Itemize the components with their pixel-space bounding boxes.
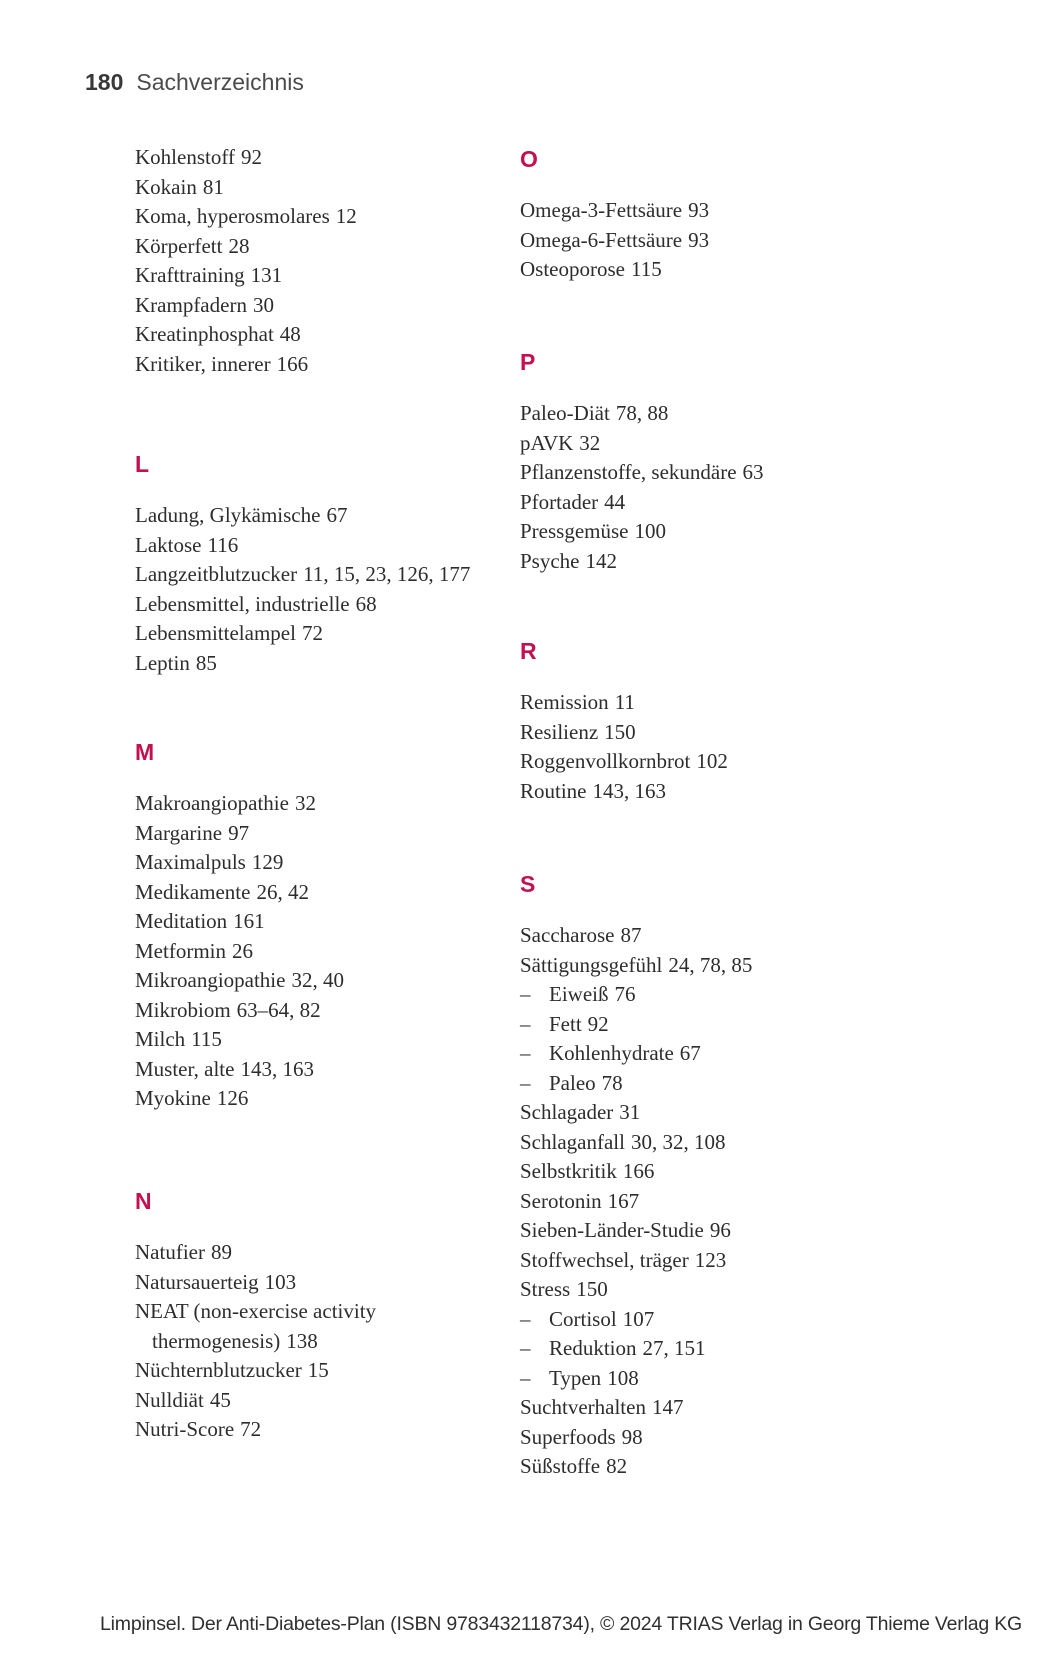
index-section-k — [135, 143, 357, 379]
index-entry — [135, 966, 344, 996]
index-entry — [520, 1216, 752, 1246]
entry-pages: 116 — [207, 532, 239, 557]
index-entry — [520, 747, 728, 777]
index-entry — [520, 1187, 752, 1217]
index-entry — [520, 688, 728, 718]
index-entry — [135, 1238, 484, 1268]
entry-pages: 166 — [276, 351, 309, 376]
page-title: Sachverzeichnis — [136, 69, 304, 95]
index-entry — [135, 501, 470, 531]
entry-term: Mikroangiopathie — [135, 968, 286, 992]
index-entry-list-s — [520, 921, 752, 1482]
index-entry — [135, 350, 357, 380]
entry-pages: 26, 42 — [256, 879, 309, 904]
entry-term: Makroangiopathie — [135, 791, 289, 815]
subentry-dash: – — [520, 1041, 531, 1065]
entry-pages: 85 — [195, 650, 217, 675]
entry-pages: 72 — [240, 1417, 262, 1441]
index-entry — [520, 1246, 752, 1276]
page-header — [85, 69, 304, 95]
index-entry — [135, 996, 344, 1026]
entry-pages: 31 — [619, 1100, 641, 1124]
index-entry-list-l — [135, 501, 470, 678]
entry-pages: 131 — [250, 263, 283, 287]
entry-term: Saccharose — [520, 923, 615, 947]
index-entry — [135, 173, 357, 203]
entry-term: Stoffwechsel, träger — [520, 1247, 689, 1272]
entry-term: pAVK — [520, 430, 574, 455]
entry-pages: 147 — [651, 1395, 684, 1419]
entry-pages: 32, 40 — [291, 968, 344, 992]
entry-term: Nüchternblutzucker — [135, 1358, 302, 1382]
entry-pages: 166 — [622, 1159, 655, 1183]
index-subentry — [520, 1364, 752, 1394]
entry-term: Psyche — [520, 548, 580, 573]
index-entry — [520, 951, 752, 981]
index-entry — [135, 232, 357, 262]
entry-term: Nutri-Score — [135, 1417, 235, 1441]
entry-term: Paleo-Diät — [520, 401, 610, 425]
entry-term: Maximalpuls — [135, 850, 246, 874]
entry-pages: 11, 15, 23, 126, 177 — [303, 562, 471, 586]
entry-pages: 107 — [622, 1306, 655, 1331]
entry-term: Mikrobiom — [135, 997, 231, 1022]
entry-term: Superfoods — [520, 1424, 616, 1449]
entry-term: Sättigungsgefühl — [520, 952, 663, 977]
entry-term: Kokain — [135, 174, 197, 199]
index-entry — [135, 619, 470, 649]
entry-term: Typen — [549, 1365, 602, 1390]
entry-pages: 97 — [228, 820, 250, 845]
subentry-dash: – — [520, 1306, 531, 1331]
index-entry — [520, 1452, 752, 1482]
index-entry — [135, 1386, 484, 1416]
subentry-dash: – — [520, 1336, 531, 1360]
index-entry — [135, 1297, 484, 1356]
index-entry — [135, 907, 344, 937]
entry-pages: 82 — [606, 1454, 628, 1478]
entry-term: Kohlenhydrate — [549, 1041, 674, 1065]
entry-term: Lebensmittel, industrielle — [135, 591, 350, 616]
entry-term: Langzeitblutzucker — [135, 562, 298, 586]
entry-term: Cortisol — [549, 1306, 617, 1331]
entry-pages: 63–64, 82 — [236, 997, 321, 1022]
entry-term: Metformin — [135, 938, 226, 963]
entry-term: Süßstoffe — [520, 1454, 601, 1478]
index-subentry — [520, 1305, 752, 1335]
entry-pages: 30, 32, 108 — [630, 1129, 726, 1154]
entry-term: Omega-3-Fettsäure — [520, 198, 683, 222]
index-entry — [135, 261, 357, 291]
entry-pages: 81 — [202, 174, 224, 199]
entry-term: Osteoporose — [520, 257, 625, 281]
index-entry — [135, 143, 357, 173]
section-letter-s: S — [520, 871, 536, 897]
index-section-s — [520, 871, 752, 1482]
entry-term: Stress — [520, 1277, 571, 1301]
index-entry — [520, 1393, 752, 1423]
entry-term: Nulldiät — [135, 1387, 204, 1412]
entry-pages: 44 — [604, 489, 626, 514]
index-entry — [520, 921, 752, 951]
entry-pages: 102 — [696, 749, 728, 773]
index-entry — [520, 429, 764, 459]
index-entry — [135, 1268, 484, 1298]
subentry-dash: – — [520, 1011, 531, 1036]
entry-term: Margarine — [135, 820, 223, 845]
index-subentry — [520, 1334, 752, 1364]
entry-pages: 67 — [326, 503, 348, 527]
entry-pages: 103 — [264, 1269, 297, 1294]
entry-term: Natursauerteig — [135, 1269, 259, 1294]
entry-pages: 24, 78, 85 — [668, 952, 753, 977]
page-footer — [100, 1613, 1022, 1635]
entry-pages: 143, 163 — [592, 778, 666, 803]
section-letter-o: O — [520, 146, 538, 172]
entry-pages: 12 — [335, 204, 357, 228]
index-entry-list-n — [135, 1238, 484, 1445]
entry-term: Koma, hyperosmolares — [135, 204, 330, 228]
entry-pages: 93 — [688, 198, 710, 222]
entry-term: Myokine — [135, 1086, 211, 1110]
index-subentry — [520, 1069, 752, 1099]
index-entry-list-k — [135, 143, 357, 379]
index-entry — [520, 1275, 752, 1305]
entry-term: Omega-6-Fettsäure — [520, 227, 683, 252]
entry-term: Resilienz — [520, 719, 599, 744]
entry-term: Körperfett — [135, 233, 223, 258]
subentry-dash: – — [520, 1365, 531, 1390]
index-entry — [520, 1098, 752, 1128]
entry-pages: 150 — [604, 719, 636, 744]
entry-term: NEAT (non-exercise activity thermogenesis) — [135, 1299, 377, 1353]
index-entry — [135, 1415, 484, 1445]
entry-term: Schlagader — [520, 1100, 614, 1124]
entry-pages: 45 — [209, 1387, 231, 1412]
entry-term: Krampfadern — [135, 292, 247, 317]
entry-term: Kohlenstoff — [135, 145, 235, 169]
index-entry — [135, 531, 470, 561]
index-section-m — [135, 739, 344, 1114]
index-entry — [135, 291, 357, 321]
entry-term: Roggenvollkornbrot — [520, 749, 691, 773]
index-entry — [520, 255, 709, 285]
section-letter-r: R — [520, 638, 537, 664]
entry-term: Sieben-Länder-Studie — [520, 1218, 704, 1242]
entry-pages: 143, 163 — [240, 1056, 314, 1081]
subentry-dash: – — [520, 982, 531, 1006]
index-entry — [520, 777, 728, 807]
index-subentry — [520, 1039, 752, 1069]
entry-pages: 161 — [233, 909, 265, 933]
index-entry — [135, 560, 470, 590]
entry-term: Pressgemüse — [520, 519, 629, 543]
entry-pages: 138 — [286, 1328, 318, 1353]
entry-pages: 142 — [585, 548, 617, 573]
entry-term: Routine — [520, 778, 587, 803]
entry-pages: 78, 88 — [615, 401, 669, 425]
index-section-l — [135, 451, 470, 678]
entry-term: Fett — [549, 1011, 582, 1036]
entry-pages: 93 — [688, 227, 710, 252]
entry-pages: 32 — [579, 430, 601, 455]
index-entry-list-p — [520, 399, 764, 576]
entry-pages: 100 — [634, 519, 666, 543]
index-entry — [520, 399, 764, 429]
imprint-line: Limpinsel. Der Anti-Diabetes-Plan (ISBN 9783432118734), © 2024 TRIAS Verlag in Georg Thieme Verlag KG — [100, 1613, 1023, 1635]
entry-pages: 11 — [614, 690, 635, 714]
entry-pages: 92 — [240, 145, 262, 169]
subentry-dash: – — [520, 1070, 531, 1095]
entry-pages: 68 — [355, 591, 377, 616]
entry-term: Milch — [135, 1027, 186, 1051]
entry-pages: 67 — [679, 1041, 701, 1065]
index-entry-list-o — [520, 196, 709, 285]
index-entry — [520, 547, 764, 577]
entry-term: Schlaganfall — [520, 1129, 625, 1154]
entry-pages: 108 — [607, 1365, 639, 1390]
entry-pages: 129 — [251, 850, 284, 874]
index-entry — [135, 1356, 484, 1386]
index-entry-list-r — [520, 688, 728, 806]
entry-pages: 72 — [301, 621, 323, 645]
index-entry-list-m — [135, 789, 344, 1114]
entry-term: Ladung, Glykämische — [135, 503, 321, 527]
entry-pages: 150 — [576, 1277, 608, 1301]
index-entry — [520, 1157, 752, 1187]
index-entry — [135, 320, 357, 350]
entry-term: Remission — [520, 690, 609, 714]
index-section-n — [135, 1188, 484, 1445]
index-entry — [135, 789, 344, 819]
entry-term: Pfortader — [520, 489, 599, 514]
entry-pages: 30 — [252, 292, 274, 317]
entry-pages: 32 — [294, 791, 316, 815]
entry-pages: 15 — [307, 1358, 329, 1382]
index-entry — [135, 1055, 344, 1085]
entry-term: Muster, alte — [135, 1056, 235, 1081]
entry-term: Meditation — [135, 909, 228, 933]
entry-term: Krafttraining — [135, 263, 245, 287]
index-entry — [135, 848, 344, 878]
entry-term: Selbstkritik — [520, 1159, 617, 1183]
section-letter-p: P — [520, 349, 536, 375]
index-subentry — [520, 1010, 752, 1040]
entry-term: Suchtverhalten — [520, 1395, 646, 1419]
entry-pages: 63 — [742, 460, 764, 484]
entry-pages: 89 — [210, 1240, 232, 1264]
index-entry — [520, 517, 764, 547]
entry-term: Natufier — [135, 1240, 205, 1264]
section-letter-n: N — [135, 1188, 152, 1214]
index-entry — [135, 937, 344, 967]
entry-term: Lebensmittelampel — [135, 621, 296, 645]
index-entry — [135, 202, 357, 232]
index-entry — [520, 226, 709, 256]
entry-pages: 115 — [191, 1027, 222, 1051]
entry-pages: 96 — [709, 1218, 731, 1242]
entry-pages: 115 — [630, 257, 662, 281]
entry-term: Pflanzenstoffe, sekundäre — [520, 460, 737, 484]
index-subentry — [520, 980, 752, 1010]
entry-term: Leptin — [135, 650, 190, 675]
entry-pages: 28 — [228, 233, 250, 258]
entry-term: Medikamente — [135, 879, 251, 904]
entry-pages: 48 — [279, 322, 301, 346]
index-entry — [520, 1128, 752, 1158]
entry-pages: 92 — [587, 1011, 609, 1036]
section-letter-m: M — [135, 739, 155, 765]
entry-pages: 167 — [607, 1188, 640, 1213]
entry-term: Paleo — [549, 1070, 596, 1095]
index-entry — [520, 718, 728, 748]
index-entry — [520, 458, 764, 488]
entry-term: Eiweiß — [549, 982, 609, 1006]
index-section-o — [520, 146, 709, 285]
entry-pages: 87 — [620, 923, 642, 947]
index-entry — [520, 1423, 752, 1453]
index-entry — [135, 1025, 344, 1055]
index-entry — [135, 819, 344, 849]
entry-pages: 26 — [231, 938, 253, 963]
entry-pages: 126 — [216, 1086, 249, 1110]
entry-pages: 123 — [694, 1247, 727, 1272]
entry-term: Kritiker, innerer — [135, 351, 271, 376]
index-entry — [135, 878, 344, 908]
entry-pages: 27, 151 — [642, 1336, 706, 1360]
page-number: 180 — [85, 69, 124, 95]
index-section-r — [520, 638, 728, 806]
entry-term: Kreatinphosphat — [135, 322, 274, 346]
index-entry — [520, 196, 709, 226]
index-entry — [135, 590, 470, 620]
entry-term: Reduktion — [549, 1336, 637, 1360]
index-entry — [135, 649, 470, 679]
index-entry — [135, 1084, 344, 1114]
entry-pages: 98 — [621, 1424, 643, 1449]
index-entry — [520, 488, 764, 518]
section-letter-l: L — [135, 451, 150, 477]
index-section-p — [520, 349, 764, 576]
entry-pages: 78 — [601, 1070, 623, 1095]
entry-term: Serotonin — [520, 1188, 602, 1213]
entry-pages: 76 — [614, 982, 636, 1006]
entry-term: Laktose — [135, 532, 202, 557]
